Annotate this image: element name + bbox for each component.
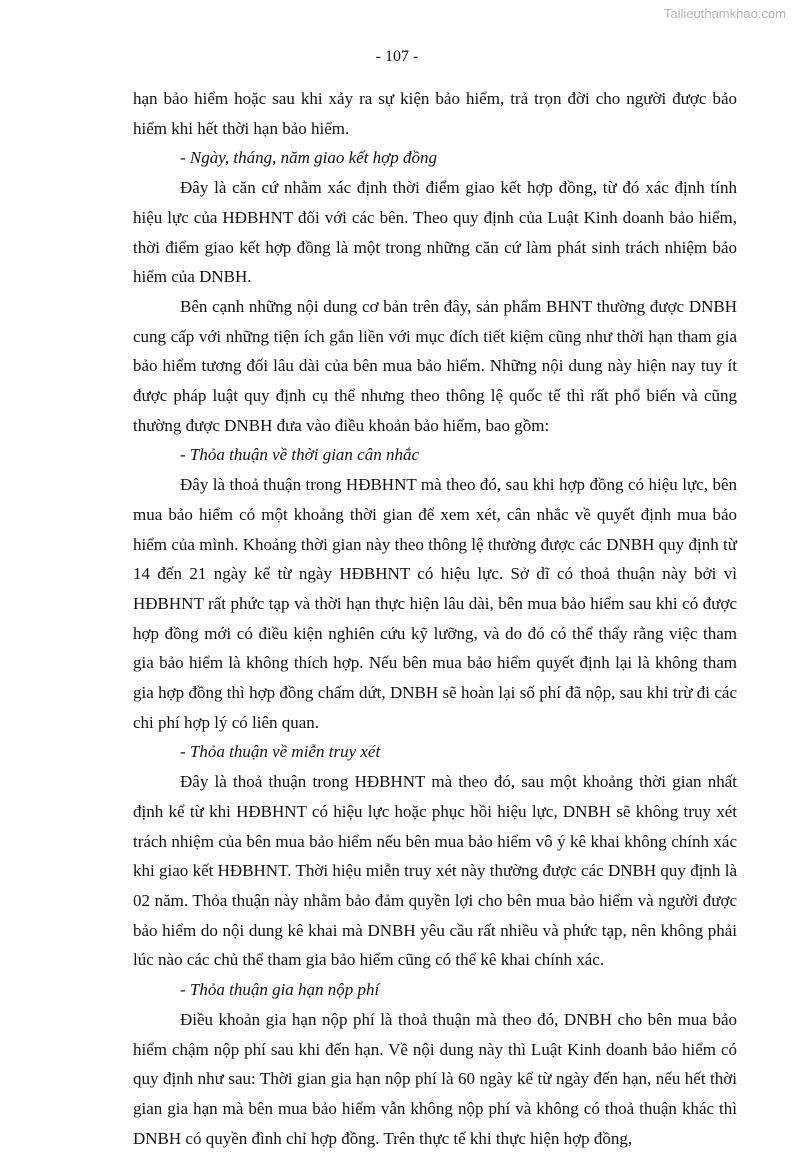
page-number: - 107 -	[375, 48, 419, 65]
paragraph: Bên cạnh những nội dung cơ bản trên đây, sản phẩm BHNT thường được DNBH cung cấp với những tiện ích gắn liền với mục đích tiết kiệm cũng như thời hạn tham gia bảo hiểm tương đối lâu dài của bên mua bảo hiểm. Những nội dung này hiện nay tuy ít được pháp luật quy định cụ thể nhưng theo thông lệ quốc tế thì rất phổ biến và cũng thường được DNBH đưa vào điều khoản bảo hiểm, bao gồm:	[133, 296, 737, 435]
watermark: Tailieuthamkhao.com	[663, 6, 786, 21]
paragraph: Điều khoản gia hạn nộp phí là thoả thuận mà theo đó, DNBH cho bên mua bảo hiểm chậm nộp phí sau khi đến hạn. Về nội dung này thì Luật Kinh doanh bảo hiểm có quy định như sau: Thời gian gia hạn nộp phí là 60 ngày kể từ ngày đến hạn, nếu hết thời gian gia hạn mà bên mua bảo hiểm vẫn không nộp phí và không có thoả thuận khác thì DNBH có quyền đình chỉ hợp đồng. Trên thực tế khi thực hiện hợp đồng,	[133, 1009, 737, 1148]
section-heading: - Thỏa thuận về miễn truy xét	[180, 742, 381, 762]
paragraph: hạn bảo hiểm hoặc sau khi xảy ra sự kiện bảo hiểm, trả trọn đời cho người được bảo hiểm khi hết thời hạn bảo hiểm.	[133, 89, 737, 138]
paragraph: Đây là thoả thuận trong HĐBHNT mà theo đó, sau một khoảng thời gian nhất định kể từ khi HĐBHNT có hiệu lực hoặc phục hồi hiệu lực, DNBH sẽ không truy xét trách nhiệm của bên mua bảo hiểm nếu bên mua bảo hiểm vô ý kê khai không chính xác khi giao kết HĐBHNT. Thời hiệu miễn truy xét này thường được các DNBH quy định là 02 năm. Thỏa thuận này nhằm bảo đảm quyền lợi cho bên mua bảo hiểm và người được bảo hiểm do nội dung kê khai mà DNBH yêu cầu rất nhiều và phức tạp, nên không phải lúc nào các chủ thể tham gia bảo hiểm cũng có thể kê khai chính xác.	[133, 772, 737, 970]
section-heading: - Ngày, tháng, năm giao kết hợp đồng	[180, 148, 437, 168]
paragraph: Đây là thoả thuận trong HĐBHNT mà theo đó, sau khi hợp đồng có hiệu lực, bên mua bảo hiểm có một khoảng thời gian để xem xét, cân nhắc về quyết định mua bảo hiểm của mình. Khoảng thời gian này theo thông lệ thường được các DNBH quy định từ 14 đến 21 ngày kể từ ngày HĐBHNT có hiệu lực. Sở dĩ có thoả thuận này bởi vì HĐBHNT rất phức tạp và thời hạn thực hiện lâu dài, bên mua bảo hiểm sau khi có được hợp đồng mới có điều kiện nghiên cứu kỹ lưỡng, và do đó có thể thấy rằng việc tham gia bảo hiểm là không thích hợp. Nếu bên mua bảo hiểm quyết định lại là không tham gia hợp đồng thì hợp đồng chấm dứt, DNBH sẽ hoàn lại số phí đã nộp, sau khi trừ đi các chi phí hợp lý có liên quan.	[133, 475, 737, 732]
section-heading: - Thỏa thuận gia hạn nộp phí	[180, 980, 380, 1000]
section-heading: - Thỏa thuận về thời gian cân nhắc	[180, 445, 420, 465]
paragraph: Đây là căn cứ nhằm xác định thời điểm giao kết hợp đồng, từ đó xác định tính hiệu lực của HĐBHNT đối với các bên. Theo quy định của Luật Kinh doanh bảo hiểm, thời điểm giao kết hợp đồng là một trong những căn cứ làm phát sinh trách nhiệm bảo hiểm của DNBH.	[133, 178, 737, 287]
document-body	[133, 84, 737, 1153]
